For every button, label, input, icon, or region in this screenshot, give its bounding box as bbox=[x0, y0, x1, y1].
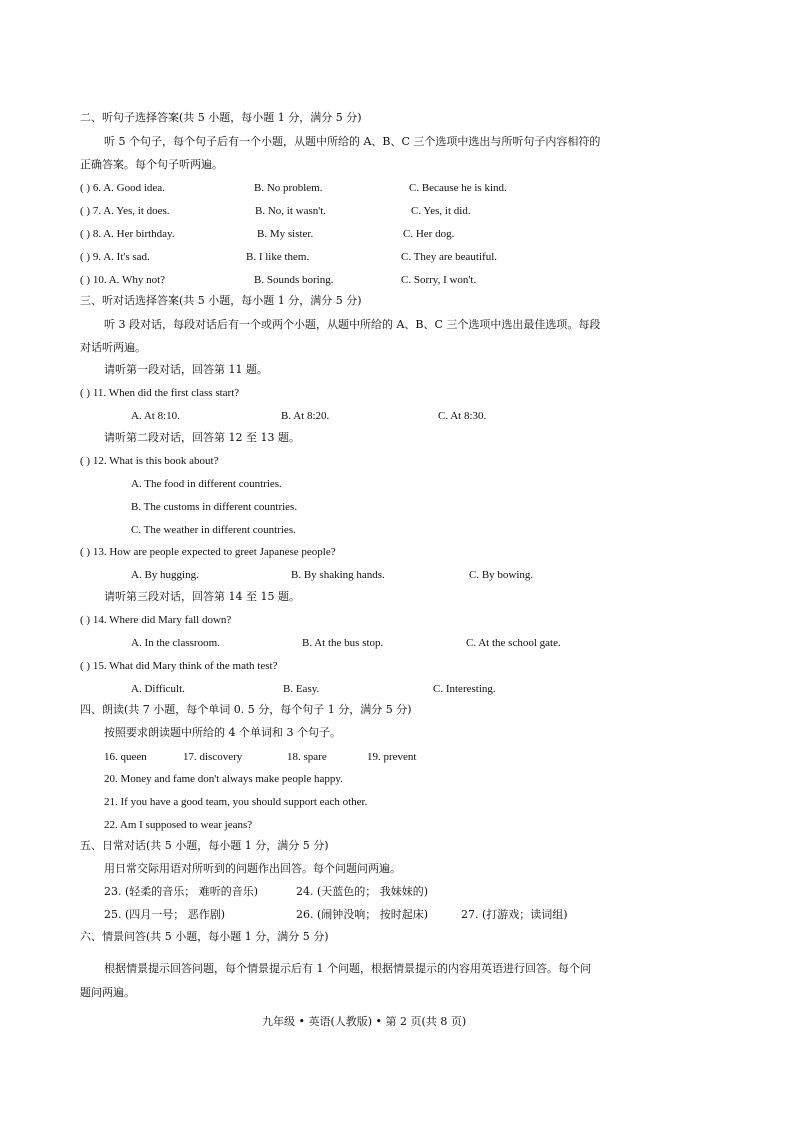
q14-stem: ( ) 14. Where did Mary fall down? bbox=[80, 614, 232, 626]
q15-option-a: A. Difficult. bbox=[131, 683, 185, 695]
q13-stem: ( ) 13. How are people expected to greet Japanese people? bbox=[80, 546, 336, 558]
q6-option-c: C. Because he is kind. bbox=[409, 182, 507, 194]
q15-option-c: C. Interesting. bbox=[433, 683, 496, 695]
q13-option-c: C. By bowing. bbox=[469, 569, 534, 581]
dialog2-prompt: 请听第二段对话，回答第 12 至 13 题。 bbox=[104, 431, 300, 444]
q8-option-c: C. Her dog. bbox=[403, 228, 455, 240]
q10-stem: ( ) 10. A. Why not? bbox=[80, 274, 166, 286]
q12-option-b: B. The customs in different countries. bbox=[131, 501, 298, 513]
section4-heading: 四、朗读(共 7 小题，每个单词 0. 5 分，每个句子 1 分，满分 5 分) bbox=[80, 703, 412, 716]
dialog1-prompt: 请听第一段对话，回答第 11 题。 bbox=[104, 363, 268, 376]
q13-option-b: B. By shaking hands. bbox=[291, 569, 385, 581]
section3-instruction-line1: 听 3 段对话，每段对话后有一个或两个小题，从题中所给的 A、B、C 三个选项中选出最佳选项。每段 bbox=[104, 318, 601, 331]
q9-option-b: B. I like them. bbox=[246, 251, 310, 263]
section6-instruction-line2: 题问两遍。 bbox=[80, 986, 135, 999]
q14-option-a: A. In the classroom. bbox=[131, 637, 220, 649]
q12-option-c: C. The weather in different countries. bbox=[131, 524, 296, 536]
sentence-21: 21. If you have a good team, you should support each other. bbox=[104, 796, 368, 808]
q24-prompt: 24. (天蓝色的； 我妹妹的) bbox=[296, 885, 429, 898]
q9-option-c: C. They are beautiful. bbox=[401, 251, 498, 263]
q11-option-b: B. At 8:20. bbox=[281, 410, 330, 422]
q8-stem: ( ) 8. A. Her birthday. bbox=[80, 228, 175, 240]
q7-option-b: B. No, it wasn't. bbox=[255, 205, 327, 217]
q8-option-b: B. My sister. bbox=[257, 228, 314, 240]
word-16: 16. queen bbox=[104, 751, 147, 763]
section3-instruction-line2: 对话听两遍。 bbox=[80, 341, 146, 354]
section3-heading: 三、听对话选择答案(共 5 小题，每小题 1 分，满分 5 分) bbox=[80, 294, 362, 307]
q6-option-b: B. No problem. bbox=[254, 182, 323, 194]
section4-instruction: 按照要求朗读题中所给的 4 个单词和 3 个句子。 bbox=[104, 726, 341, 739]
word-17: 17. discovery bbox=[183, 751, 243, 763]
dialog3-prompt: 请听第三段对话，回答第 14 至 15 题。 bbox=[104, 590, 300, 603]
sentence-22: 22. Am I supposed to wear jeans? bbox=[104, 819, 253, 831]
section5-instruction: 用日常交际用语对所听到的问题作出回答。每个问题问两遍。 bbox=[104, 862, 401, 875]
sentence-20: 20. Money and fame don't always make people happy. bbox=[104, 773, 343, 785]
q7-stem: ( ) 7. A. Yes, it does. bbox=[80, 205, 170, 217]
q13-option-a: A. By hugging. bbox=[131, 569, 199, 581]
q12-stem: ( ) 12. What is this book about? bbox=[80, 455, 219, 467]
section2-heading: 二、听句子选择答案(共 5 小题，每小题 1 分，满分 5 分) bbox=[80, 111, 362, 124]
q10-option-c: C. Sorry, I won't. bbox=[401, 274, 477, 286]
q15-option-b: B. Easy. bbox=[283, 683, 320, 695]
q25-prompt: 25. (四月一号； 恶作剧) bbox=[104, 908, 226, 921]
q9-stem: ( ) 9. A. It's sad. bbox=[80, 251, 150, 263]
word-18: 18. spare bbox=[287, 751, 327, 763]
q10-option-b: B. Sounds boring. bbox=[254, 274, 334, 286]
q23-prompt: 23. (轻柔的音乐； 难听的音乐) bbox=[104, 885, 259, 898]
q12-option-a: A. The food in different countries. bbox=[131, 478, 282, 490]
section6-instruction-line1: 根据情景提示回答问题，每个情景提示后有 1 个问题，根据情景提示的内容用英语进行回答。每个问 bbox=[104, 962, 591, 975]
q14-option-b: B. At the bus stop. bbox=[302, 637, 384, 649]
section5-heading: 五、日常对话(共 5 小题，每小题 1 分，满分 5 分) bbox=[80, 839, 329, 852]
q11-option-c: C. At 8:30. bbox=[438, 410, 487, 422]
q6-stem: ( ) 6. A. Good idea. bbox=[80, 182, 165, 194]
section2-instruction-line2: 正确答案。每个句子听两遍。 bbox=[80, 158, 223, 171]
q14-option-c: C. At the school gate. bbox=[466, 637, 561, 649]
section2-instruction-line1: 听 5 个句子，每个句子后有一个小题，从题中所给的 A、B、C 三个选项中选出与所听句子内容相符的 bbox=[104, 135, 601, 148]
word-19: 19. prevent bbox=[367, 751, 417, 763]
q27-prompt: 27. (打游戏；读词组) bbox=[461, 908, 568, 921]
q26-prompt: 26. (闹钟没响； 按时起床) bbox=[296, 908, 429, 921]
section6-heading: 六、情景问答(共 5 小题，每小题 1 分，满分 5 分) bbox=[80, 930, 329, 943]
q11-option-a: A. At 8:10. bbox=[131, 410, 180, 422]
q15-stem: ( ) 15. What did Mary think of the math test? bbox=[80, 660, 278, 672]
q7-option-c: C. Yes, it did. bbox=[411, 205, 471, 217]
page-footer: 九年级 • 英语(人教版) • 第 2 页(共 8 页) bbox=[262, 1015, 467, 1028]
q11-stem: ( ) 11. When did the first class start? bbox=[80, 387, 240, 399]
